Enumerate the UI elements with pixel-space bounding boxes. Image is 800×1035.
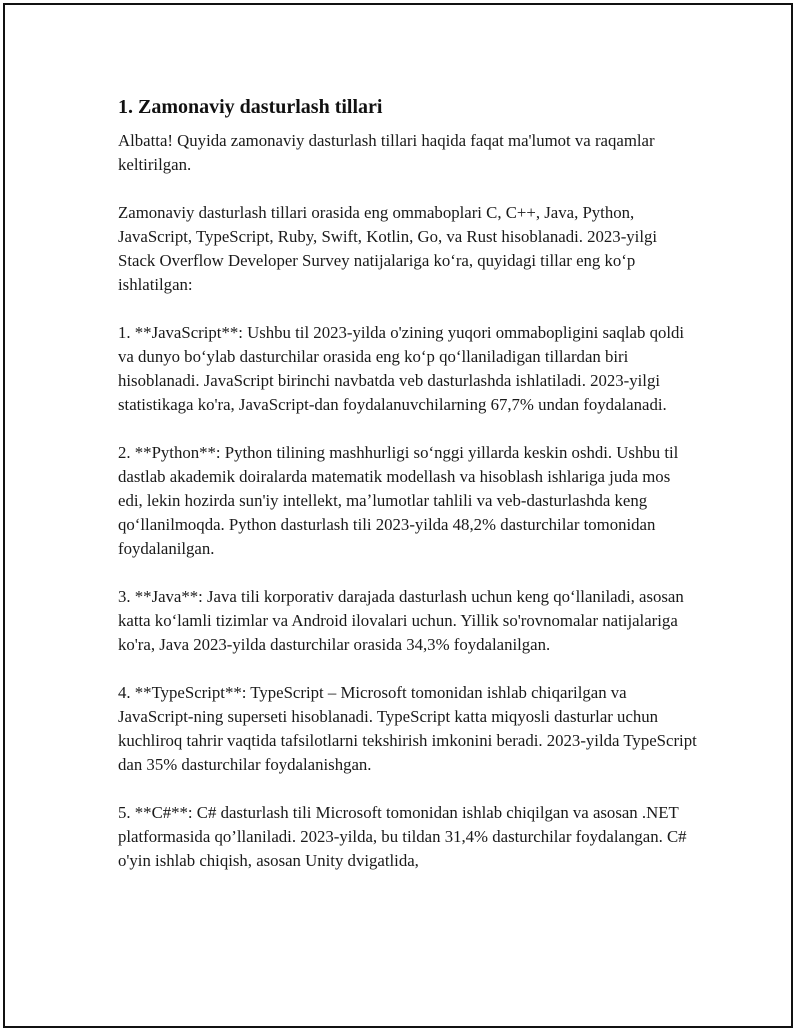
section-heading: 1. Zamonaviy dasturlash tillari [118, 96, 383, 118]
typescript-paragraph: 4. **TypeScript**: TypeScript – Microsoft tomonidan ishlab chiqarilgan va JavaScript-ning superseti hisoblanadi. TypeScript katta miqyosli dasturlar uchun kuchliroq tahrir vaqtida tafsilotlarni tekshirish imkonini beradi. 2023-yilda TypeScript dan 35% dasturchilar foydalanishgan. [118, 683, 697, 774]
overview-paragraph: Zamonaviy dasturlash tillari orasida eng ommaboplari C, C++, Java, Python, JavaScript, TypeScript, Ruby, Swift, Kotlin, Go, va Rust hisoblanadi. 2023-yilgi Stack Overflow Developer Survey natijalariga koʻra, quyidagi tillar eng koʻp ishlatilgan: [118, 203, 658, 294]
intro-paragraph: Albatta! Quyida zamonaviy dasturlash tillari haqida faqat ma'lumot va raqamlar keltirilgan. [118, 131, 655, 174]
java-paragraph: 3. **Java**: Java tili korporativ darajada dasturlash uchun keng qoʻllaniladi, asosan katta koʻlamli tizimlar va Android ilovalari uchun. Yillik so'rovnomalar natijalariga ko'ra, Java 2023-yilda dasturchilar orasida 34,3% foydalanilgan. [118, 587, 684, 654]
python-paragraph: 2. **Python**: Python tilining mashhurligi soʻnggi yillarda keskin oshdi. Ushbu til dastlab akademik doiralarda matematik modellash va hisoblash ishlariga juda mos edi, lekin hozirda sun'iy intellekt, maʼlumotlar tahlili va veb-dasturlashda keng qoʻllanilmoqda. Python dasturlash tili 2023-yilda 48,2% dasturchilar tomonidan foydalanilgan. [118, 443, 679, 558]
document-body [118, 95, 698, 873]
javascript-paragraph: 1. **JavaScript**: Ushbu til 2023-yilda o'zining yuqori ommabopligini saqlab qoldi va dunyo boʻylab dasturchilar orasida eng koʻp qoʻllaniladigan tillardan biri hisoblanadi. JavaScript birinchi navbatda veb dasturlashda ishlatiladi. 2023-yilgi statistikaga ko'ra, JavaScript-dan foydalanuvchilarning 67,7% undan foydalanadi. [118, 323, 685, 414]
csharp-paragraph: 5. **C#**: C# dasturlash tili Microsoft tomonidan ishlab chiqilgan va asosan .NET platformasida qo’llaniladi. 2023-yilda, bu tildan 31,4% dasturchilar foydalangan. C# o'yin ishlab chiqish, asosan Unity dvigatlida, [118, 803, 687, 870]
